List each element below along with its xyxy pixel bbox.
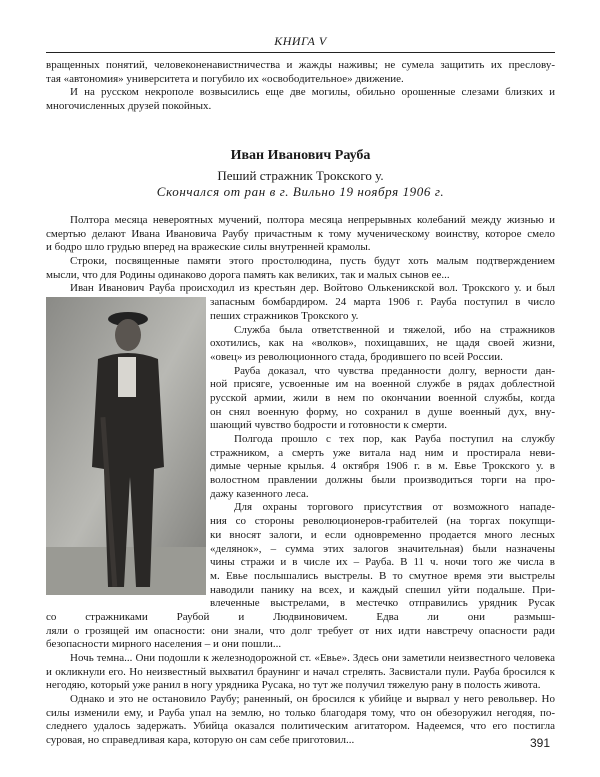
paragraph	[46, 365, 555, 433]
section-subtitle: Пеший стражник Трокского у.	[217, 168, 384, 183]
running-head: КНИГА V	[274, 34, 327, 48]
text-line: и бодро шло грудью вперед на вражеские силы внутренней крамолы.	[46, 241, 371, 254]
text-line: негодяю, который уже ранил в ногу урядника Русака, но тут же получил тяжелую рану в полость живота.	[46, 679, 541, 692]
text-line: безопасности мирного населения – и они пошли...	[46, 638, 282, 651]
text-line: пеших стражников Трокского у.	[210, 309, 359, 322]
text-line: Рауба доказал, что чувства преданности долгу, верности дан-	[234, 364, 555, 377]
text-line: Однако и это не остановило Раубу; раненный, он бросился к убийце и вырвал у него револьвер. Но	[70, 693, 555, 706]
text-line: ной присяге, усвоенные им на военной службе в рядах доблестной	[210, 378, 555, 391]
article-body	[46, 214, 555, 748]
paragraph	[46, 214, 555, 255]
text-line: смертью делают Ивана Ивановича Раубу причастным к тому мученическому воинству, которое смело	[46, 227, 555, 240]
paragraph	[46, 255, 555, 282]
text-line: «овец» из революционного стада, бродившего по всей России.	[210, 350, 503, 363]
paragraph	[46, 324, 555, 365]
text-line: Строки, посвященные памяти этого простолюдина, пусть будут хоть малым подтверждением	[70, 255, 555, 268]
text-line: и окликнули его. Но неизвестный выхватил браунинг и начал стрелять. Засвистали пули. Рауба бросился к	[46, 665, 555, 678]
text-line: чины стражи и в числе их – Рауба. В 11 ч. ночи того же числа в	[210, 556, 555, 569]
paragraph	[46, 86, 555, 113]
text-line: Полгода прошло с тех пор, как Рауба поступил на службу	[234, 433, 555, 445]
text-line: Полтора месяца невероятных мучений, полтора месяца непрерывных колебаний между жизнью и	[70, 214, 555, 226]
text-line: тая «автономия» университета и погубило их «освободительное» движение.	[46, 72, 404, 85]
text-line: вращенных понятий, человеконенавистничества и жажды наживы; не сумела защитить их преслову-	[46, 59, 555, 71]
page-number: 391	[530, 736, 551, 750]
paragraph	[46, 652, 555, 693]
paragraph	[46, 59, 555, 86]
paragraph	[46, 282, 555, 323]
text-line: «делянок», – сумма этих залогов значительная) были назначены	[210, 542, 555, 555]
text-line: он снял военную форму, но сохранил в душе военный дух, вну-	[210, 405, 555, 418]
death-note: Скончался от ран в г. Вильно 19 ноября 1906 г.	[156, 184, 445, 199]
text-line: м. Евье послышались выстрелы. В то смутное время эти выстрелы	[210, 569, 555, 582]
text-line: стражником, а смерть уже витала над ним и простирала неви-	[210, 446, 555, 459]
header-rule	[46, 52, 555, 53]
text-line: со стражниками Раубой и Людвиновичем. Едва ли они размыш-	[46, 610, 555, 623]
paragraph	[46, 693, 555, 748]
text-line: шающий чувство бодрости и готовности к смерти.	[210, 419, 447, 432]
text-line: суровая, но справедливая кара, которую он сам себе приготовил...	[46, 734, 355, 747]
section-title: Иван Иванович Рауба	[230, 148, 371, 163]
text-line: следнего удалось задержать. Убийца оказался политическим агитатором. Надеемся, что его постигла	[46, 720, 555, 733]
text-line: ляли о грозящей им опасности: они знали, что долг требует от них идти навстречу опасности ради	[46, 624, 555, 637]
text-line: волостном правлении должны были производиться торги на про-	[210, 474, 555, 487]
paragraph	[46, 501, 555, 652]
text-line: запасным бомбардиром. 24 марта 1906 г. Рауба поступил в число	[210, 296, 555, 309]
text-line: Для охраны торгового присутствия от возможного нападе-	[234, 501, 555, 514]
text-line: охотились, как на «волков», похищавших, не щадя своей жизни,	[210, 337, 555, 350]
intro-text	[46, 59, 555, 114]
text-line: Ночь темна... Они подошли к железнодорожной ст. «Евье». Здесь они заметили неизвестного человека	[70, 652, 555, 664]
text-line: Иван Иванович Рауба происходил из крестьян дер. Войтово Ольκеникской вол. Трокского у. и был	[70, 282, 555, 295]
text-line: мысли, что для Родины одинаково дорога память как великих, так и малых сынов ее...	[46, 268, 450, 281]
text-line: ки вносят залоги, и если одновременно продается много лесных	[210, 528, 555, 541]
text-line: силы изменили ему, и Рауба упал на землю, но только благодаря тому, что он обезоружил негодяя, по-	[46, 706, 555, 719]
paragraph	[46, 433, 555, 501]
text-line: ния со стороны революционеров-грабителей (на торгах покупщи-	[210, 515, 555, 528]
text-line: димые черные крылья. 4 октября 1906 г. в м. Евье Трокского у. в	[210, 460, 555, 473]
text-line: русской армии, жили в нем по окончании военной службы, когда	[210, 391, 555, 404]
text-line: наводили панику на всех, и каждый спешил уйти подальше. При-	[210, 583, 555, 596]
text-line: дажу казенного леса.	[210, 487, 309, 500]
text-line: многочисленных друзей покойных.	[46, 100, 212, 113]
text-line: влеченные выстрелами, в местечко отправились урядник Русак	[210, 597, 555, 610]
text-line: И на русском некрополе возвысились еще две могилы, обильно орошенные слезами близких и	[70, 86, 555, 99]
text-line: Служба была ответственной и тяжелой, ибо на стражников	[234, 323, 555, 336]
